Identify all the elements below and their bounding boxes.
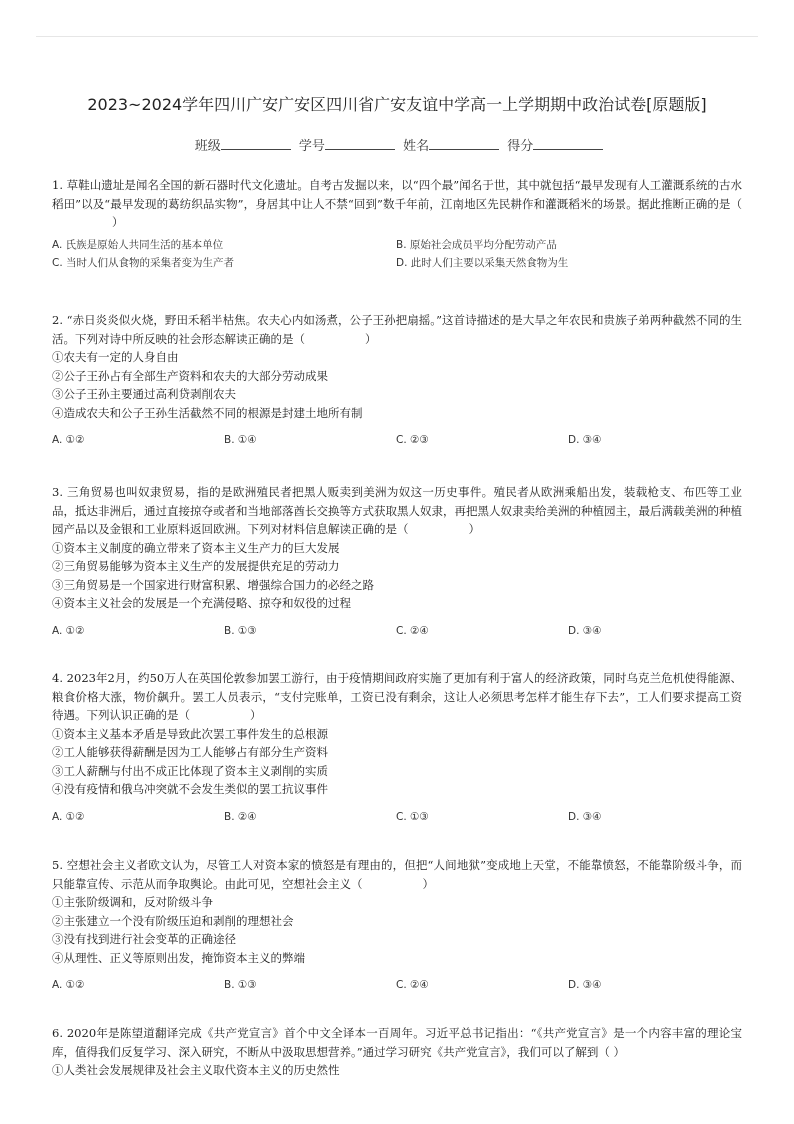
option-c: C. ②④ <box>396 624 429 637</box>
option-a: A. 氏族是原始人共同生活的基本单位 <box>52 238 224 251</box>
option-b: B. ①④ <box>224 434 257 446</box>
option-c: C. ①③ <box>396 810 429 823</box>
option-c: C. ②④ <box>396 979 429 991</box>
question-stem <box>52 1024 742 1061</box>
option-d: D. ③④ <box>568 624 602 637</box>
question-6 <box>52 1024 742 1080</box>
options <box>52 976 742 995</box>
option-a: A. ①② <box>52 810 85 823</box>
option-a: A. ①② <box>52 434 85 446</box>
question-stem <box>52 176 742 232</box>
statement-2: ②工人能够获得薪酬是因为工人能够占有部分生产资料 <box>52 745 328 759</box>
number-label: 学号 <box>298 139 325 154</box>
paren-close: ） <box>112 215 124 229</box>
statement-1: ①资本主义基本矛盾是导致此次罢工事件发生的总根源 <box>52 726 328 741</box>
question-2 <box>52 311 742 450</box>
statement-1: ①资本主义制度的确立带来了资本主义生产力的巨大发展 <box>52 540 340 555</box>
option-c: C. 当时人们从食物的采集者变为生产者 <box>52 256 235 269</box>
option-d: D. ③④ <box>568 979 602 991</box>
statement-2: ②主张建立一个没有阶级压迫和剥削的理想社会 <box>52 913 294 928</box>
class-blank <box>221 137 291 150</box>
paren-close: ） <box>468 522 480 536</box>
number-blank <box>325 137 395 150</box>
option-a: A. ①② <box>52 624 85 637</box>
statement-2: ②公子王孙占有全部生产资料和农夫的大部分劳动成果 <box>52 368 328 383</box>
statement-3: ③公子王孙主要通过高利贷剥削农夫 <box>52 387 236 401</box>
option-a: A. ①② <box>52 979 85 991</box>
options <box>52 236 742 272</box>
statement-3: ③工人薪酬与付出不成正比体现了资本主义剥削的实质 <box>52 763 328 778</box>
question-stem <box>52 856 742 893</box>
option-d: D. ③④ <box>568 434 602 446</box>
question-text: 4. 2023年2月，约50万人在英国伦敦参加罢工游行，由于疫情期间政府实施了更加有利于富人的经济政策，同时乌克兰危机使得能源、粮食价格大涨，物价飙升。罢工人员表示，“支付完账单，工资已没有剩余，这让人必须思考怎样才能生存下去”，工人们要求提高工资待遇。下列认识正确的是（ <box>52 671 742 722</box>
paren-close: ） <box>365 331 377 346</box>
student-info-line <box>0 135 794 154</box>
option-b: B. ①③ <box>224 624 257 637</box>
class-label: 班级 <box>194 139 221 154</box>
statement-1: ①农夫有一定的人身自由 <box>52 350 179 364</box>
top-rule <box>36 36 758 37</box>
page-title: 2023~2024学年四川广安广安区四川省广安友谊中学高一上学期期中政治试卷[原题版] <box>87 95 707 114</box>
question-4 <box>52 669 742 826</box>
question-stem <box>52 669 742 725</box>
statement-2: ②三角贸易能够为资本主义生产的发展提供充足的劳动力 <box>52 559 340 573</box>
question-text: 6. 2020年是陈望道翻译完成《共产党宣言》首个中文全译本一百周年。习近平总书记指出：“《共产党宣言》是一个内容丰富的理论宝库，值得我们反复学习、深入研究，不断从中汲取思想营养。”通过学习研究《共产党宣言》，我们可以了解到（ ） <box>52 1026 742 1059</box>
question-stem <box>52 311 742 348</box>
question-5 <box>52 856 742 995</box>
score-label: 得分 <box>507 139 534 154</box>
question-text: 5. 空想社会主义者欧文认为，尽管工人对资本家的愤怒是有理由的，但把“人间地狱”变成地上天堂，不能靠愤怒，不能靠阶级斗争，而只能靠宣传、示范从而争取舆论。由此可见，空想社会主义（ <box>52 858 742 891</box>
statement-4: ④没有疫情和俄乌冲突就不会发生类似的罢工抗议事件 <box>52 782 328 796</box>
option-d: D. ③④ <box>568 810 602 823</box>
paren-close: ） <box>422 876 434 891</box>
statement-4: ④造成农夫和公子王孙生活截然不同的根源是封建土地所有制 <box>52 405 363 420</box>
question-text: 3. 三角贸易也叫奴隶贸易，指的是欧洲殖民者把黑人贩卖到美洲为奴这一历史事件。殖民者从欧洲乘船出发，装载枪支、布匹等工业品，抵达非洲后，通过直接掠夺或者和当地部落酋长交换等方式获取黑人奴隶，再把黑人奴隶卖给美洲的种植园主，最后满载美洲的种植园产品以及金银和工业原料返回欧洲。下列对材料信息解读正确的是（ <box>52 485 742 536</box>
option-c: C. ②③ <box>396 434 429 446</box>
question-1 <box>52 176 742 272</box>
options <box>52 808 742 827</box>
question-stem <box>52 483 742 539</box>
option-b: B. ②④ <box>224 810 257 823</box>
statement-1: ①主张阶级调和，反对阶级斗争 <box>52 895 213 909</box>
option-b: B. 原始社会成员平均分配劳动产品 <box>396 238 557 251</box>
question-text: 2. “赤日炎炎似火烧，野田禾稻半枯焦。农夫心内如汤煮，公子王孙把扇摇。”这首诗描述的是大旱之年农民和贵族子弟两种截然不同的生活。下列对诗中所反映的社会形态解读正确的是（ <box>52 313 742 346</box>
paren-close: ） <box>250 708 262 722</box>
name-blank <box>429 137 499 150</box>
statement-3: ③没有找到进行社会变革的正确途径 <box>52 932 236 946</box>
statement-4: ④从理性、正义等原则出发，掩饰资本主义的弊端 <box>52 950 305 965</box>
name-label: 姓名 <box>403 139 430 154</box>
options <box>52 431 742 450</box>
question-text: 1. 草鞋山遗址是闻名全国的新石器时代文化遗址。自考古发掘以来，以“四个最”闻名于世，其中就包括“最早发现有人工灌溉系统的古水稻田”以及“最早发现的葛纺织品实物”，身居其中让人不禁“回到”数千年前，江南地区先民耕作和灌溉稻米的场景。据此推断正确的是（ <box>52 178 742 211</box>
option-d: D. 此时人们主要以采集天然食物为生 <box>396 256 569 269</box>
statement-3: ③三角贸易是一个国家进行财富积累、增强综合国力的必经之路 <box>52 577 374 592</box>
question-3 <box>52 483 742 640</box>
option-b: B. ①③ <box>224 979 257 991</box>
options <box>52 622 742 641</box>
statement-4: ④资本主义社会的发展是一个充满侵略、掠夺和奴役的过程 <box>52 596 351 610</box>
statement-1: ①人类社会发展规律及社会主义取代资本主义的历史然性 <box>52 1063 340 1077</box>
score-blank <box>533 137 603 150</box>
